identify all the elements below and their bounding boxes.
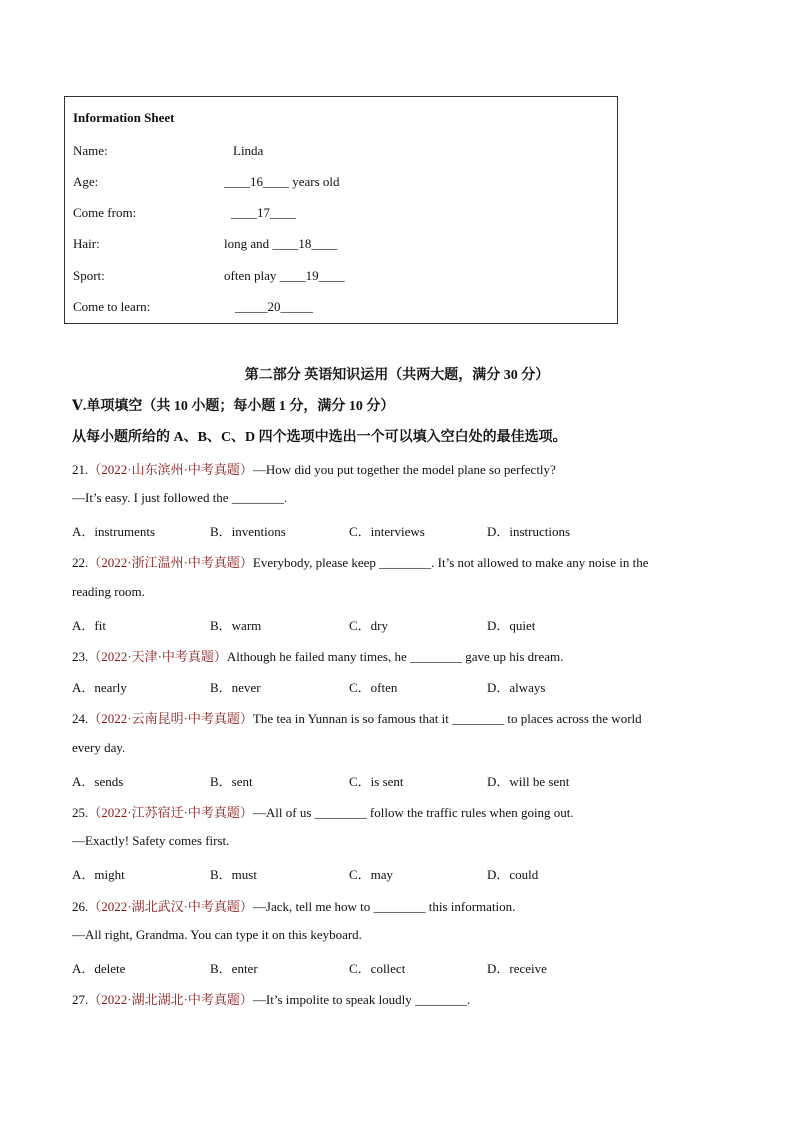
question-source: （2022·湖北湖北·中考真题） <box>88 992 253 1007</box>
question-24-options <box>72 771 712 791</box>
option-c: C．collect <box>349 961 406 976</box>
question-21-options <box>72 521 712 541</box>
question-source: （2022·浙江温州·中考真题） <box>88 555 253 570</box>
question-number: 24. <box>72 711 89 726</box>
info-value: ____16____ years old <box>224 174 340 189</box>
question-24 <box>72 708 642 727</box>
question-22-options <box>72 615 712 635</box>
info-row-age <box>73 174 613 194</box>
part-heading: Ⅴ.单项填空（共 10 小题；每小题 1 分，满分 10 分） <box>72 399 395 414</box>
question-text: —It’s impolite to speak loudly ________. <box>252 992 471 1007</box>
option-b: B．enter <box>210 961 258 976</box>
question-number: 25. <box>72 805 89 820</box>
option-a: A．sends <box>72 774 124 789</box>
option-a: A．delete <box>72 961 126 976</box>
info-row-hair <box>73 236 613 256</box>
option-a: A．fit <box>72 618 106 633</box>
info-label: Come from: <box>73 205 137 220</box>
option-c: C．may <box>349 867 394 882</box>
info-label: Hair: <box>73 236 100 251</box>
info-value: often play ____19____ <box>224 268 345 283</box>
option-d: D．instructions <box>487 524 571 539</box>
option-c: C．is sent <box>349 774 404 789</box>
instruction-text: 从每小题所给的 A、B、C、D 四个选项中选出一个可以填入空白处的最佳选项。 <box>72 430 567 445</box>
question-source: （2022·云南昆明·中考真题） <box>88 711 253 726</box>
info-label: Name: <box>73 143 108 158</box>
question-24-line2: every day. <box>72 740 126 755</box>
info-label: Age: <box>73 174 99 189</box>
option-a: A．might <box>72 867 125 882</box>
section-title: 第二部分 英语知识运用（共两大题，满分 30 分） <box>244 368 550 383</box>
info-sheet-title: Information Sheet <box>73 110 175 125</box>
question-source: （2022·湖北武汉·中考真题） <box>88 899 253 914</box>
question-text: —All of us ________ follow the traffic rules when going out. <box>252 805 574 820</box>
question-22 <box>72 552 648 571</box>
question-21-line2: —It’s easy. I just followed the ________. <box>72 490 288 505</box>
info-label: Come to learn: <box>73 299 151 314</box>
question-21 <box>72 459 556 478</box>
question-text: Although he failed many times, he ________ gave up his dream. <box>226 649 564 664</box>
info-row-sport <box>73 268 613 288</box>
info-row-come-to-learn <box>73 299 613 319</box>
question-25-line2: —Exactly! Safety comes first. <box>72 833 230 848</box>
info-row-come-from <box>73 205 613 225</box>
info-value: _____20_____ <box>235 299 313 314</box>
question-26-line2: —All right, Grandma. You can type it on this keyboard. <box>72 927 362 942</box>
option-a: A．instruments <box>72 524 156 539</box>
option-d: D．could <box>487 867 539 882</box>
option-b: B．inventions <box>210 524 286 539</box>
option-c: C．dry <box>349 618 389 633</box>
question-text: The tea in Yunnan is so famous that it ________ to places across the world <box>252 711 642 726</box>
info-value: ____17____ <box>231 205 296 220</box>
information-sheet-box <box>64 96 618 324</box>
option-b: B．must <box>210 867 257 882</box>
question-27 <box>72 989 470 1008</box>
question-number: 27. <box>72 992 89 1007</box>
question-25-options <box>72 864 712 884</box>
info-row-name <box>73 143 613 163</box>
option-d: D．quiet <box>487 618 536 633</box>
question-22-line2: reading room. <box>72 584 145 599</box>
question-text: Everybody, please keep ________. It’s not allowed to make any noise in the <box>252 555 649 570</box>
option-b: B．warm <box>210 618 262 633</box>
question-23 <box>72 646 563 665</box>
info-value: Linda <box>233 143 264 158</box>
info-value: long and ____18____ <box>224 236 338 251</box>
option-d: D．will be sent <box>487 774 570 789</box>
info-label: Sport: <box>73 268 105 283</box>
option-d: D．always <box>487 680 546 695</box>
option-b: B．sent <box>210 774 253 789</box>
question-26-options <box>72 958 712 978</box>
question-source: （2022·天津·中考真题） <box>88 649 227 664</box>
option-a: A．nearly <box>72 680 127 695</box>
question-26 <box>72 896 515 915</box>
option-c: C．often <box>349 680 398 695</box>
option-d: D．receive <box>487 961 547 976</box>
question-number: 26. <box>72 899 89 914</box>
question-text: —Jack, tell me how to ________ this information. <box>252 899 516 914</box>
option-b: B．never <box>210 680 261 695</box>
question-number: 22. <box>72 555 89 570</box>
option-c: C．interviews <box>349 524 425 539</box>
question-25 <box>72 802 574 821</box>
question-text: —How did you put together the model plane so perfectly? <box>252 462 556 477</box>
question-23-options <box>72 677 712 697</box>
question-source: （2022·山东滨州·中考真题） <box>88 462 253 477</box>
question-number: 23. <box>72 649 89 664</box>
question-number: 21. <box>72 462 89 477</box>
question-source: （2022·江苏宿迁·中考真题） <box>88 805 253 820</box>
